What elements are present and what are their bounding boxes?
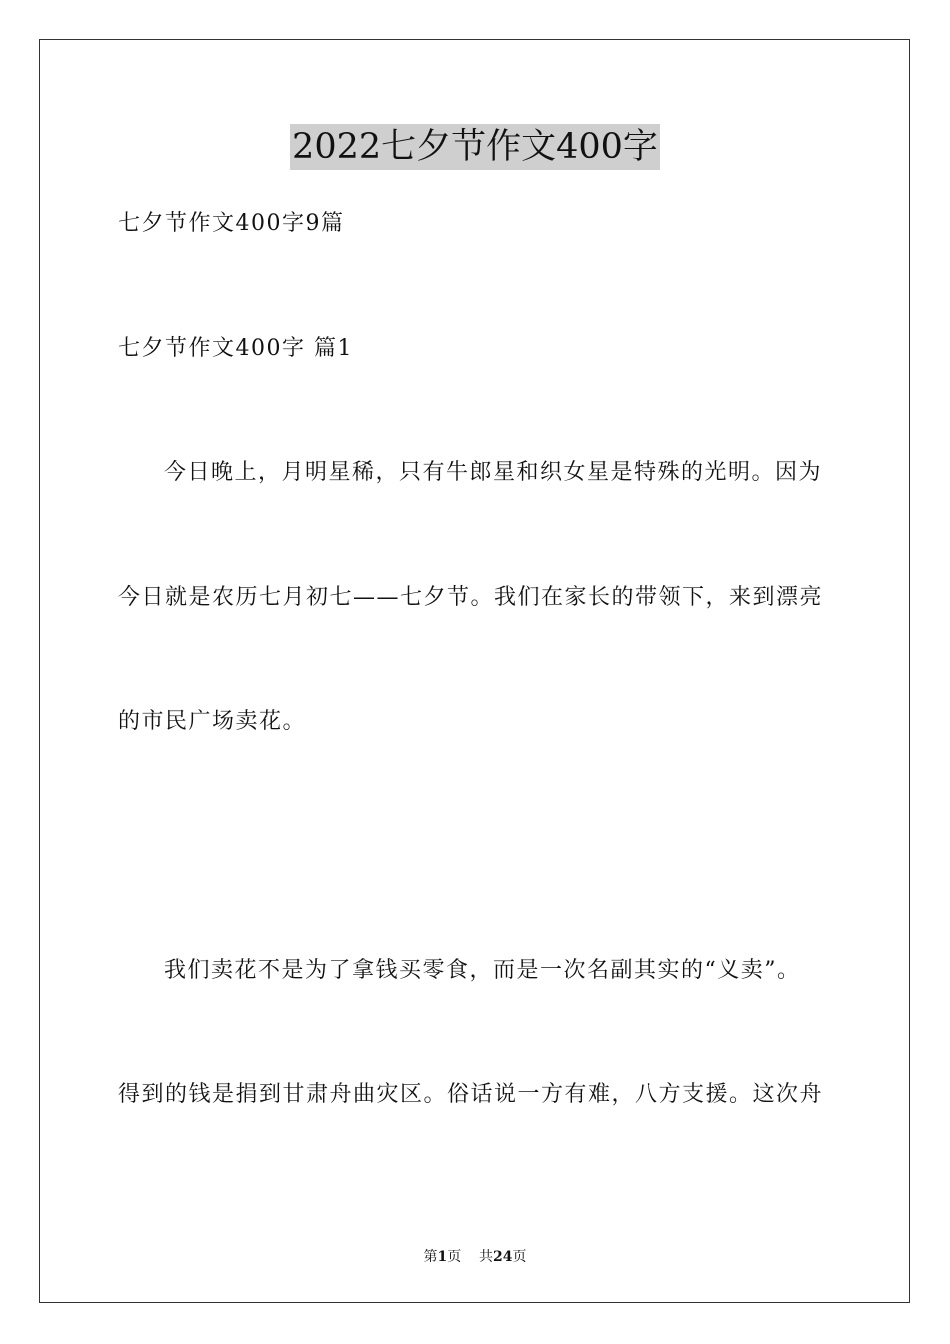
footer-page-prefix: 第 (423, 1249, 438, 1265)
paragraph-1-line-1: 今日晚上，月明星稀，只有牛郎星和织女星是特殊的光明。因为 (164, 460, 823, 485)
footer-page-current: 1 (437, 1249, 448, 1265)
title-container (0, 124, 950, 170)
document-title: 2022七夕节作文400字 (290, 124, 660, 170)
paragraph-1-line-3: 的市民广场卖花。 (118, 709, 307, 734)
paragraph-2-line-2: 得到的钱是捐到甘肃舟曲灾区。俗话说一方有难，八方支援。这次舟 (118, 1082, 824, 1107)
paragraph-1-line-2: 今日就是农历七月初七——七夕节。我们在家长的带领下，来到漂亮 (118, 585, 824, 610)
footer-total-suffix: 页 (512, 1249, 527, 1265)
footer-page-total: 24 (493, 1249, 513, 1265)
paragraph-2-line-1: 我们卖花不是为了拿钱买零食，而是一次名副其实的“义卖”。 (164, 958, 801, 983)
footer-total-prefix: 共 (479, 1249, 494, 1265)
section-heading: 七夕节作文400字 篇1 (118, 336, 353, 361)
page-footer (0, 1247, 950, 1267)
document-subtitle: 七夕节作文400字9篇 (118, 211, 345, 236)
footer-page-suffix: 页 (447, 1249, 462, 1265)
